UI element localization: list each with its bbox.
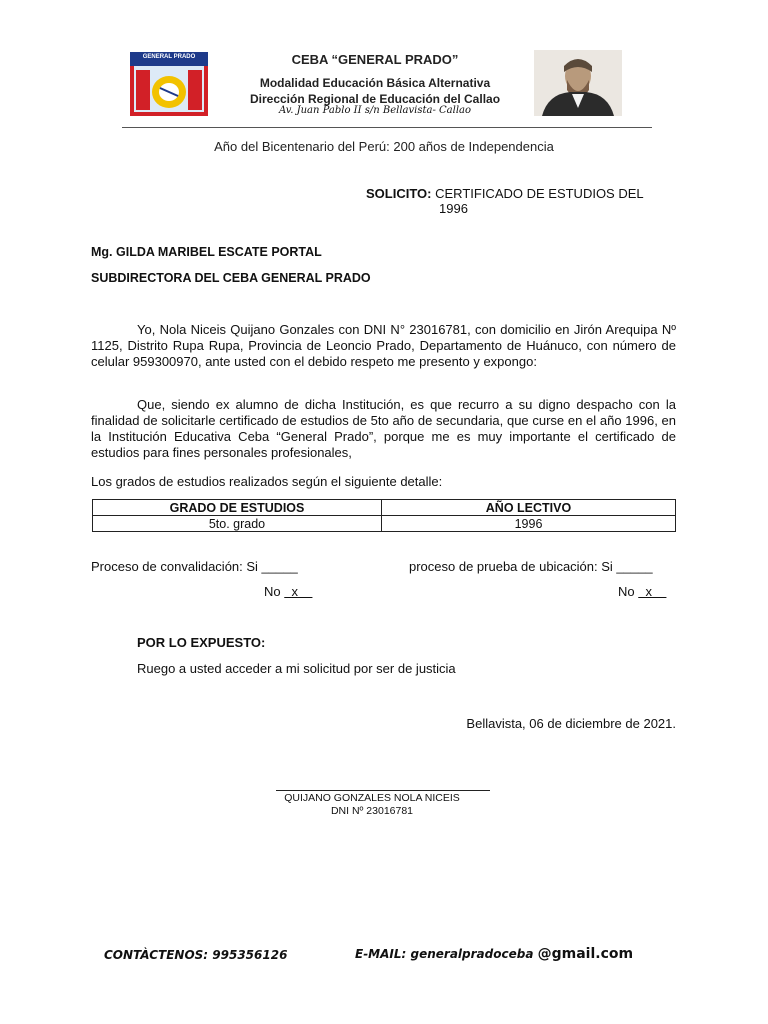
request-text: CERTIFICADO DE ESTUDIOS DEL bbox=[435, 186, 644, 201]
year-motto: Año del Bicentenario del Perú: 200 años de Independencia bbox=[214, 139, 554, 154]
closing-date: Bellavista, 06 de diciembre de 2021. bbox=[466, 716, 676, 731]
table-header-grade: GRADO DE ESTUDIOS bbox=[93, 500, 382, 516]
footer-email-prefix: E-MAIL: generalpradoceba bbox=[355, 947, 534, 961]
body-paragraph-1: Yo, Nola Niceis Quijano Gonzales con DNI N° 23016781, con domicilio en Jirón Arequipa Nº 1125, Distrito Rupa Rupa, Provincia de Leoncio Prado, Departamento de Huánuco, con número de celular 959300970, ante usted con el debido respeto me presento y expongo: bbox=[91, 322, 676, 369]
footer-email bbox=[355, 946, 633, 962]
institution-name: CEBA “GENERAL PRADO” bbox=[291, 52, 459, 67]
request-label: SOLICITO: bbox=[366, 186, 432, 201]
institution-modality: Modalidad Educación Básica Alternativa bbox=[259, 76, 491, 90]
placement-no-label: No bbox=[618, 584, 635, 599]
placement-process: proceso de prueba de ubicación: Si _____ bbox=[409, 559, 653, 574]
institution-address: Av. Juan Pablo II s/n Bellavista- Callao bbox=[278, 105, 472, 116]
signature-name: QUIJANO GONZALES NOLA NICEIS bbox=[284, 792, 460, 804]
closing-request: Ruego a usted acceder a mi solicitud por ser de justicia bbox=[137, 661, 456, 676]
body-paragraph-3: Los grados de estudios realizados según el siguiente detalle: bbox=[91, 474, 443, 489]
convalidation-process: Proceso de convalidación: Si _____ bbox=[91, 559, 298, 574]
closing-heading: POR LO EXPUESTO: bbox=[137, 635, 266, 650]
placement-no-mark: x bbox=[645, 584, 652, 599]
footer-email-domain: @gmail.com bbox=[537, 946, 634, 962]
convalidation-no-mark: x bbox=[291, 584, 298, 599]
table-header-year: AÑO LECTIVO bbox=[382, 500, 676, 516]
footer-contact: CONTÀCTENOS: 995356126 bbox=[104, 948, 288, 962]
convalidation-no-label: No bbox=[264, 584, 281, 599]
grades-table bbox=[92, 499, 676, 532]
recipient-name: Mg. GILDA MARIBEL ESCATE PORTAL bbox=[91, 245, 322, 259]
placement-no bbox=[618, 584, 666, 600]
recipient-position: SUBDIRECTORA DEL CEBA GENERAL PRADO bbox=[91, 271, 371, 285]
body-paragraph-2: Que, siendo ex alumno de dicha Institución, es que recurro a su digno despacho con la finalidad de solicitarle certificado de estudios de 5to año de secundaria, que curse en el año 1996, en la Institución Educativa Ceba “General Prado”, porque me es muy importante el certificado de estudios para fines personales profesionales, bbox=[91, 397, 676, 460]
request-block bbox=[366, 186, 676, 202]
table-cell-year: 1996 bbox=[382, 516, 676, 532]
grades-table-wrap bbox=[92, 499, 676, 532]
request-year: 1996 bbox=[439, 201, 468, 216]
institution-direction: Dirección Regional de Educación del Callao bbox=[249, 92, 501, 106]
signature-dni: DNI Nº 23016781 bbox=[330, 805, 414, 817]
convalidation-no bbox=[264, 584, 312, 600]
signature-line bbox=[276, 790, 490, 791]
table-cell-grade: 5to. grado bbox=[93, 516, 382, 532]
logo-text: GENERAL PRADO bbox=[142, 54, 196, 60]
portrait-image bbox=[534, 50, 622, 116]
header-divider bbox=[122, 127, 652, 128]
table-row bbox=[93, 516, 676, 532]
institution-logo bbox=[130, 52, 208, 116]
table-header-row bbox=[93, 500, 676, 516]
